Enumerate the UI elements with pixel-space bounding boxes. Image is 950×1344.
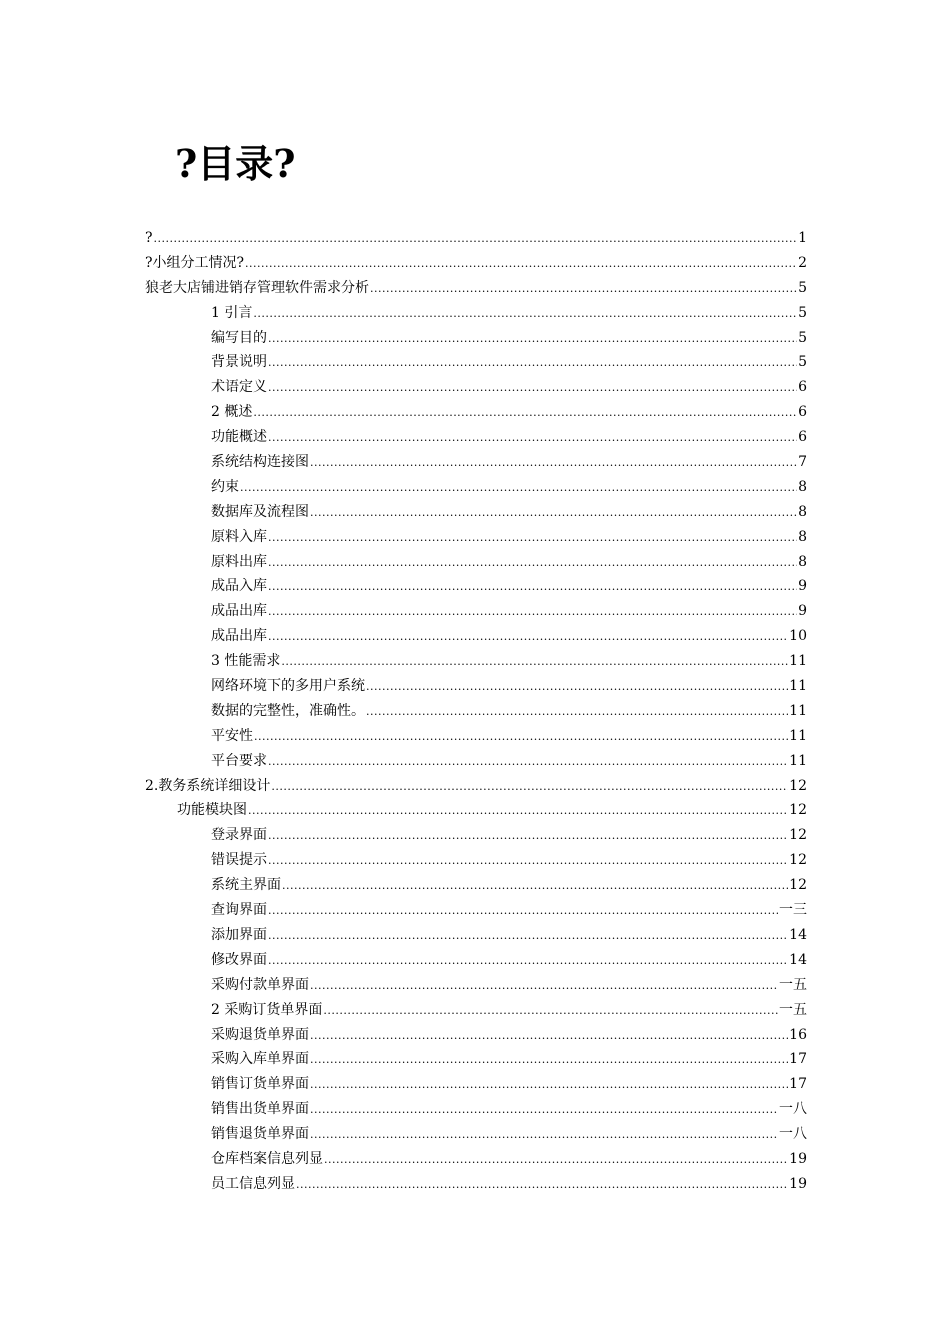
toc-dot-leader (253, 302, 797, 327)
toc-entry-page-number: 一五 (779, 1001, 807, 1018)
toc-dot-leader (310, 1073, 788, 1098)
toc-entry-page-number: 一五 (779, 976, 807, 993)
toc-entry-label: 2.教务系统详细设计 (145, 777, 271, 794)
toc-entry-label: 成品出库 (211, 603, 267, 620)
toc-entry-label: 采购入库单界面 (211, 1051, 309, 1068)
toc-entry[interactable] (145, 923, 807, 948)
toc-entry[interactable] (145, 898, 807, 923)
toc-dot-leader (154, 227, 798, 252)
toc-dot-leader (324, 1148, 788, 1173)
toc-entry-page-number: 5 (798, 279, 807, 296)
toc-entry-page-number: 19 (789, 1175, 807, 1192)
toc-entry-label: 采购付款单界面 (211, 976, 309, 993)
toc-entry-page-number: 8 (798, 503, 807, 520)
toc-entry-page-number: 11 (789, 653, 807, 670)
toc-entry-page-number: 14 (789, 951, 807, 968)
toc-dot-leader (310, 451, 797, 476)
toc-entry-page-number: 12 (789, 877, 807, 894)
toc-entry-page-number: 12 (789, 777, 807, 794)
toc-entry-page-number: 12 (789, 827, 807, 844)
toc-entry-label: 原料入库 (211, 528, 267, 545)
toc-entry-page-number: 11 (789, 678, 807, 695)
toc-entry[interactable] (145, 1147, 807, 1172)
toc-entry-label: 系统主界面 (211, 877, 281, 894)
toc-entry-label: ?小组分工情况? (145, 254, 245, 271)
toc-entry-page-number: 8 (798, 553, 807, 570)
toc-entry-page-number: 12 (789, 802, 807, 819)
toc-entry-label: 1 引言 (211, 304, 253, 321)
toc-entry-label: 成品出库 (211, 628, 267, 645)
toc-entry-label: 员工信息列显 (211, 1175, 295, 1192)
toc-entry[interactable] (145, 1047, 807, 1072)
toc-entry[interactable] (145, 475, 807, 500)
toc-entry[interactable] (145, 326, 807, 351)
toc-entry[interactable] (145, 1122, 807, 1147)
toc-entry[interactable] (145, 1023, 807, 1048)
toc-dot-leader (310, 1048, 788, 1073)
toc-entry-label: 背景说明 (211, 354, 267, 371)
toc-entry[interactable] (145, 998, 807, 1023)
toc-entry-label: 功能模块图 (177, 802, 247, 819)
toc-entry[interactable] (145, 425, 807, 450)
toc-entry-label: 销售订货单界面 (211, 1076, 309, 1093)
toc-dot-leader (310, 1098, 778, 1123)
toc-entry-page-number: 6 (798, 429, 807, 446)
toc-entry[interactable] (145, 674, 807, 699)
toc-entry-page-number: 11 (789, 702, 807, 719)
toc-dot-leader (268, 949, 788, 974)
toc-entry-label: ? (145, 230, 153, 246)
toc-entry-label: 登录界面 (211, 827, 267, 844)
toc-entry-label: 数据的完整性，准确性。 (211, 702, 365, 719)
toc-entry-label: 数据库及流程图 (211, 503, 309, 520)
toc-dot-leader (310, 501, 797, 526)
toc-entry[interactable] (145, 599, 807, 624)
toc-entry-label: 修改界面 (211, 951, 267, 968)
toc-dot-leader (370, 277, 797, 302)
toc-entry[interactable] (145, 774, 807, 799)
toc-entry-label: 术语定义 (211, 379, 267, 396)
toc-dot-leader (366, 700, 788, 725)
toc-entry[interactable] (145, 251, 807, 276)
toc-dot-leader (268, 327, 797, 352)
toc-entry[interactable] (145, 525, 807, 550)
toc-entry[interactable] (145, 1072, 807, 1097)
toc-entry-label: 错误提示 (211, 852, 267, 869)
toc-dot-leader (268, 551, 797, 576)
toc-entry[interactable] (145, 624, 807, 649)
toc-entry-label: 销售出货单界面 (211, 1101, 309, 1118)
toc-entry-page-number: 7 (798, 454, 807, 471)
toc-entry-label: 功能概述 (211, 429, 267, 446)
toc-entry[interactable] (145, 1172, 807, 1197)
toc-dot-leader (268, 526, 797, 551)
toc-entry[interactable] (145, 749, 807, 774)
toc-dot-leader (268, 575, 797, 600)
toc-dot-leader (310, 974, 778, 999)
toc-entry-page-number: 8 (798, 478, 807, 495)
toc-dot-leader (268, 600, 797, 625)
toc-entry-page-number: 5 (798, 354, 807, 371)
toc-entry-page-number: 17 (789, 1076, 807, 1093)
toc-entry[interactable] (145, 699, 807, 724)
toc-entry-page-number: 11 (789, 752, 807, 769)
toc-entry-label: 2 采购订货单界面 (211, 1001, 323, 1018)
toc-entry[interactable] (145, 400, 807, 425)
toc-entry-page-number: 16 (789, 1026, 807, 1043)
toc-entry-label: 仓库档案信息列显 (211, 1150, 323, 1167)
toc-dot-leader (310, 1123, 778, 1148)
toc-entry-page-number: 2 (798, 254, 807, 271)
toc-entry-page-number: 1 (798, 230, 807, 246)
toc-entry[interactable] (145, 823, 807, 848)
toc-entry[interactable] (145, 649, 807, 674)
toc-dot-leader (268, 824, 788, 849)
toc-entry-page-number: 11 (789, 727, 807, 744)
toc-entry[interactable] (145, 350, 807, 375)
toc-dot-leader (268, 924, 788, 949)
toc-entry-label: 2 概述 (211, 404, 253, 421)
toc-dot-leader (310, 1024, 788, 1049)
toc-entry-label: 系统结构连接图 (211, 454, 309, 471)
toc-entry-page-number: 一八 (779, 1126, 807, 1143)
toc-entry-page-number: 5 (798, 304, 807, 321)
toc-dot-leader (245, 252, 797, 277)
toc-entry[interactable] (145, 450, 807, 475)
toc-dot-leader (323, 999, 778, 1024)
toc-dot-leader (268, 750, 788, 775)
toc-entry[interactable] (145, 301, 807, 326)
toc-entry[interactable] (145, 226, 807, 251)
toc-entry-label: 查询界面 (211, 902, 267, 919)
toc-entry[interactable] (145, 948, 807, 973)
toc-dot-leader (282, 874, 788, 899)
page-title: ?目录? (175, 141, 296, 186)
toc-entry-label: 采购退货单界面 (211, 1026, 309, 1043)
toc-dot-leader (240, 476, 797, 501)
toc-dot-leader (268, 426, 797, 451)
toc-entry-label: 网络环境下的多用户系统 (211, 678, 365, 695)
toc-entry-label: 编写目的 (211, 329, 267, 346)
toc-dot-leader (248, 799, 788, 824)
toc-entry-label: 销售退货单界面 (211, 1126, 309, 1143)
toc-entry[interactable] (145, 550, 807, 575)
toc-entry-label: 3 性能需求 (211, 653, 281, 670)
toc-dot-leader (296, 1173, 788, 1198)
toc-entry-page-number: 17 (789, 1051, 807, 1068)
toc-entry[interactable] (145, 724, 807, 749)
toc-dot-leader (268, 899, 778, 924)
toc-entry-label: 原料出库 (211, 553, 267, 570)
table-of-contents (145, 226, 807, 1197)
toc-entry[interactable] (145, 276, 807, 301)
toc-entry[interactable] (145, 848, 807, 873)
toc-dot-leader (271, 775, 788, 800)
toc-entry-label: 成品入库 (211, 578, 267, 595)
toc-dot-leader (268, 351, 797, 376)
toc-entry-label: 约束 (211, 478, 239, 495)
toc-entry[interactable] (145, 375, 807, 400)
toc-entry-page-number: 19 (789, 1150, 807, 1167)
toc-entry[interactable] (145, 500, 807, 525)
toc-entry-page-number: 6 (798, 379, 807, 396)
toc-entry-page-number: 5 (798, 329, 807, 346)
toc-entry-page-number: 9 (798, 603, 807, 620)
toc-dot-leader (281, 650, 788, 675)
toc-entry-label: 平安性 (211, 727, 253, 744)
toc-entry[interactable] (145, 973, 807, 998)
toc-entry-page-number: 9 (798, 578, 807, 595)
toc-entry-label: 添加界面 (211, 926, 267, 943)
toc-entry[interactable] (145, 873, 807, 898)
toc-dot-leader (366, 675, 788, 700)
toc-entry-page-number: 10 (789, 628, 807, 645)
toc-entry-page-number: 一八 (779, 1101, 807, 1118)
toc-entry-label: 狼老大店铺进销存管理软件需求分析 (145, 279, 369, 296)
toc-dot-leader (268, 625, 788, 650)
toc-dot-leader (268, 376, 797, 401)
toc-entry-page-number: 8 (798, 528, 807, 545)
toc-entry[interactable] (145, 798, 807, 823)
toc-entry[interactable] (145, 574, 807, 599)
toc-entry-page-number: 12 (789, 852, 807, 869)
toc-entry[interactable] (145, 1097, 807, 1122)
toc-dot-leader (268, 849, 788, 874)
toc-entry-page-number: 14 (789, 926, 807, 943)
toc-entry-page-number: 6 (798, 404, 807, 421)
toc-entry-label: 平台要求 (211, 752, 267, 769)
toc-dot-leader (254, 725, 788, 750)
toc-dot-leader (253, 401, 797, 426)
toc-entry-page-number: 一三 (779, 902, 807, 919)
